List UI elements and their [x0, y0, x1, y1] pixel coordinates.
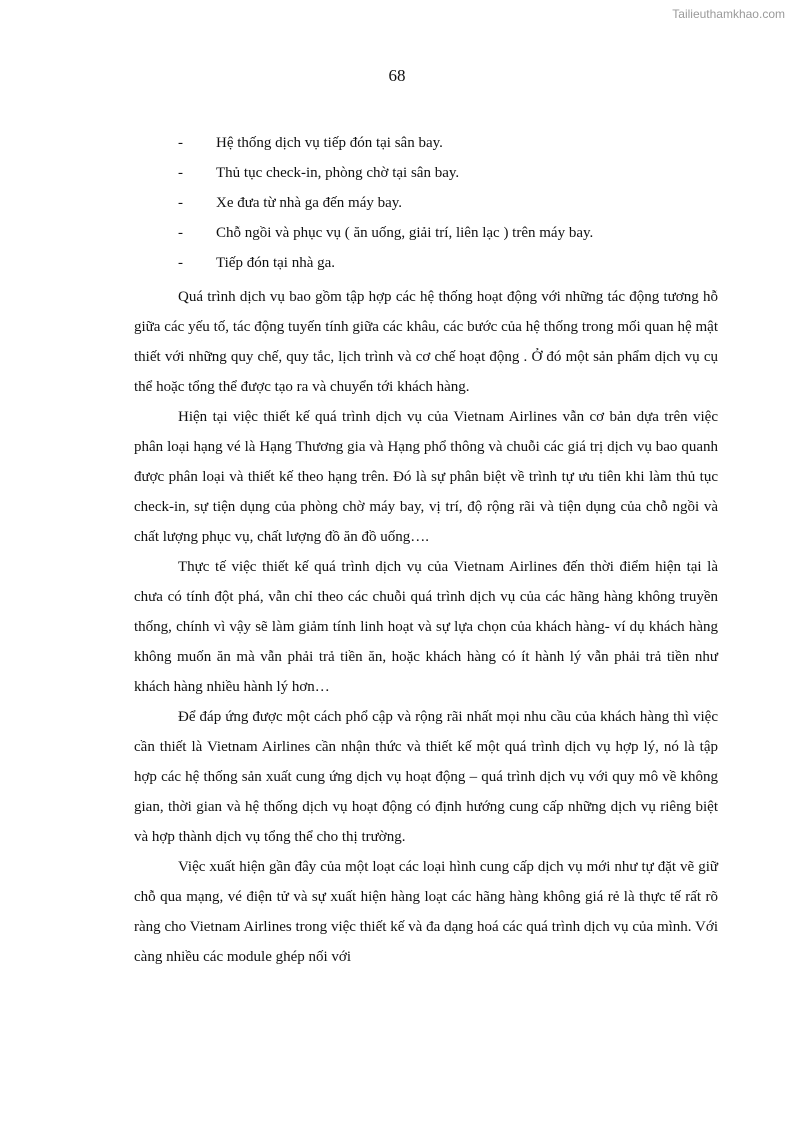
paragraph: Để đáp ứng được một cách phổ cập và rộng rãi nhất mọi nhu cầu của khách hàng thì việc cần thiết là Vietnam Airlines cần nhận thức và thiết kế một quá trình dịch vụ hợp lý, nó là tập hợp các hệ thống sản xuất cung ứng dịch vụ hoạt động – quá trình dịch vụ với quy mô về không gian, thời gian và hệ thống dịch vụ hoạt động có định hướng cung cấp những dịch vụ riêng biệt và hợp thành dịch vụ tổng thể cho thị trường.: [134, 709, 718, 845]
bullet-dash: -: [178, 195, 183, 211]
bullet-text: Tiếp đón tại nhà ga.: [216, 255, 336, 271]
paragraph: Quá trình dịch vụ bao gồm tập hợp các hệ thống hoạt động với những tác động tương hỗ giữa các yếu tố, tác động tuyến tính giữa các khâu, các bước của hệ thống trong mối quan hệ mật thiết với những quy chế, quy tắc, lịch trình và cơ chế hoạt động . Ở đó một sản phẩm dịch vụ cụ thể hoặc tổng thể được tạo ra và chuyển tới khách hàng.: [134, 289, 718, 395]
bullet-text: Xe đưa từ nhà ga đến máy bay.: [216, 195, 403, 211]
paragraph: Hiện tại việc thiết kế quá trình dịch vụ của Vietnam Airlines vẫn cơ bản dựa trên việc phân loại hạng vé là Hạng Thương gia và Hạng phổ thông và chuỗi các giá trị dịch vụ bao quanh được phân loại và thiết kế theo hạng trên. Đó là sự phân biệt về trình tự ưu tiên khi làm thủ tục check-in, sự tiện dụng của phòng chờ máy bay, vị trí, độ rộng rãi và tiện dụng của chỗ ngồi và chất lượng phục vụ, chất lượng đồ ăn đồ uống….: [134, 409, 718, 545]
bullet-text: Thủ tục check-in, phòng chờ tại sân bay.: [216, 165, 460, 181]
list-item: [178, 252, 698, 282]
bullet-dash: -: [178, 165, 183, 181]
list-item: [178, 222, 698, 252]
list-item: [178, 192, 698, 222]
bullet-text: Chỗ ngồi và phục vụ ( ăn uống, giải trí, liên lạc ) trên máy bay.: [216, 225, 594, 241]
list-item: [178, 162, 698, 192]
bullet-text: Hệ thống dịch vụ tiếp đón tại sân bay.: [216, 135, 443, 151]
page-number: 68: [388, 66, 406, 85]
body-text: [134, 282, 718, 972]
paragraph: Việc xuất hiện gần đây của một loạt các loại hình cung cấp dịch vụ mới như tự đặt vẽ giữ chỗ qua mạng, vé điện tử và sự xuất hiện hàng loạt các hãng hàng không giá rẻ là thực tế rất rõ ràng cho Vietnam Airlines trong việc thiết kế và đa dạng hoá các quá trình dịch vụ của mình. Với càng nhiều các module ghép nối với: [134, 859, 718, 965]
bullet-dash: -: [178, 135, 183, 151]
bullet-list: [178, 132, 698, 282]
paragraph: Thực tế việc thiết kế quá trình dịch vụ của Vietnam Airlines đến thời điểm hiện tại là chưa có tính đột phá, vẫn chỉ theo các chuỗi quá trình dịch vụ của các hãng hàng không truyền thống, chính vì vậy sẽ làm giảm tính linh hoạt và sự lựa chọn của khách hàng- ví dụ khách hàng không muốn ăn mà vẫn phải trả tiền ăn, hoặc khách hàng có ít hành lý vẫn phải trả tiền như khách hàng nhiều hành lý hơn…: [134, 559, 718, 695]
bullet-dash: -: [178, 255, 183, 271]
watermark: Tailieuthamkhao.com: [672, 7, 785, 21]
bullet-dash: -: [178, 225, 183, 241]
list-item: [178, 132, 698, 162]
